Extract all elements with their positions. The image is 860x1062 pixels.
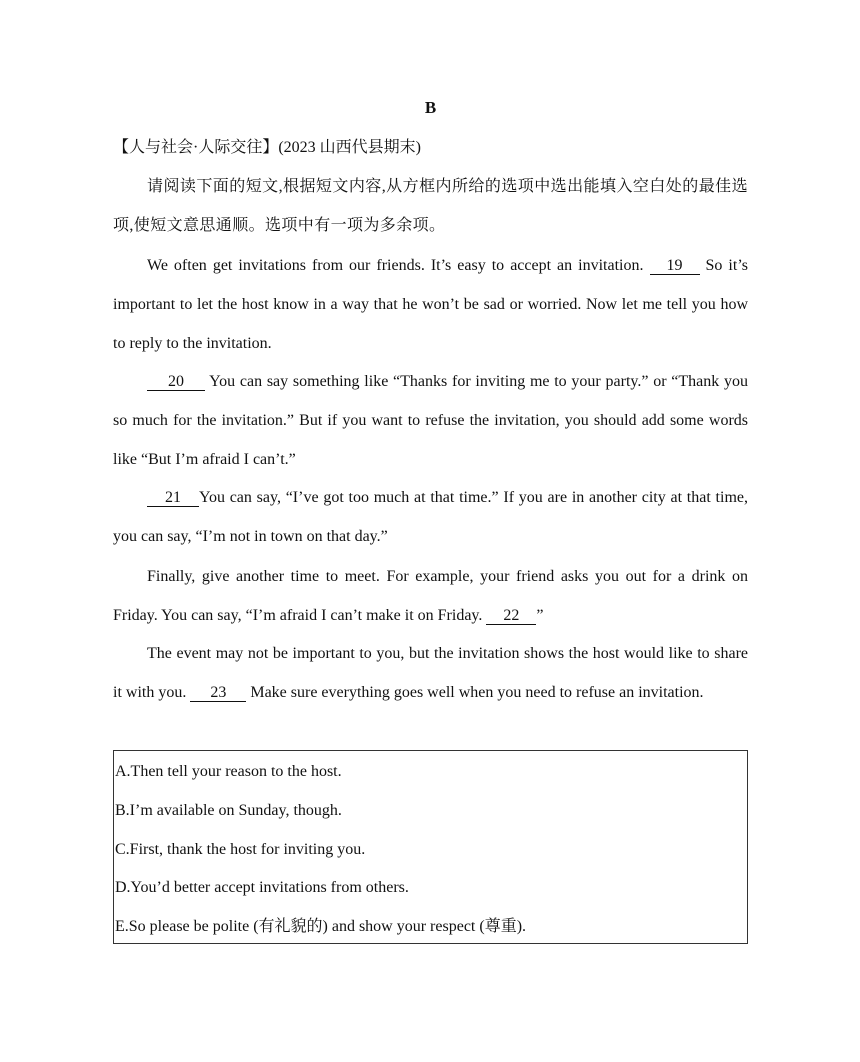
paragraph-5-text-after: Make sure everything goes well when you need to refuse an invitation. <box>246 684 704 701</box>
blank-20: 20 <box>147 374 205 391</box>
option-a: A.Then tell your reason to the host. <box>115 763 342 780</box>
section-heading: B <box>424 98 437 117</box>
paragraph-3 <box>113 478 748 556</box>
paragraph-5 <box>113 634 748 712</box>
paragraph-1-text-after: So it’s important to let the host know in a way that he won’t be sad or worried. Now let me tell you how to reply to the invitation. <box>113 257 748 352</box>
option-c: C.First, thank the host for inviting you. <box>115 841 366 858</box>
paragraph-5-text-before: The event may not be important to you, but the invitation shows the host would like to share it with you. <box>113 645 748 701</box>
options-box <box>113 750 748 944</box>
paragraph-4 <box>113 557 748 635</box>
blank-21: 21 <box>147 490 199 507</box>
paragraph-2 <box>113 362 748 479</box>
paragraph-3-text-after: You can say, “I’ve got too much at that time.” If you are in another city at that time, you can say, “I’m not in town on that day.” <box>113 489 748 545</box>
blank-19: 19 <box>650 258 700 275</box>
source-line: 【人与社会·人际交往】(2023 山西代县期末) <box>113 139 421 156</box>
paragraph-2-text-after: You can say something like “Thanks for inviting me to your party.” or “Thank you so much for the invitation.” But if you want to refuse the invitation, you should add some words like “But I’m afraid I can’t.” <box>113 373 748 468</box>
instructions: 请阅读下面的短文,根据短文内容,从方框内所给的选项中选出能填入空白处的最佳选项,使短文意思通顺。选项中有一项为多余项。 <box>113 178 748 234</box>
blank-22: 22 <box>486 608 536 625</box>
option-e: E.So please be polite (有礼貌的) and show your respect (尊重). <box>115 918 527 935</box>
paragraph-4-text-after: ” <box>536 607 544 624</box>
option-b: B.I’m available on Sunday, though. <box>115 802 342 819</box>
blank-23: 23 <box>190 685 246 702</box>
paragraph-1 <box>113 246 748 363</box>
paragraph-1-text-before: We often get invitations from our friends. It’s easy to accept an invitation. <box>147 257 650 274</box>
paragraph-4-text-before: Finally, give another time to meet. For example, your friend asks you out for a drink on Friday. You can say, “I’m afraid I can’t make it on Friday. <box>113 568 748 624</box>
option-d: D.You’d better accept invitations from others. <box>115 879 409 896</box>
